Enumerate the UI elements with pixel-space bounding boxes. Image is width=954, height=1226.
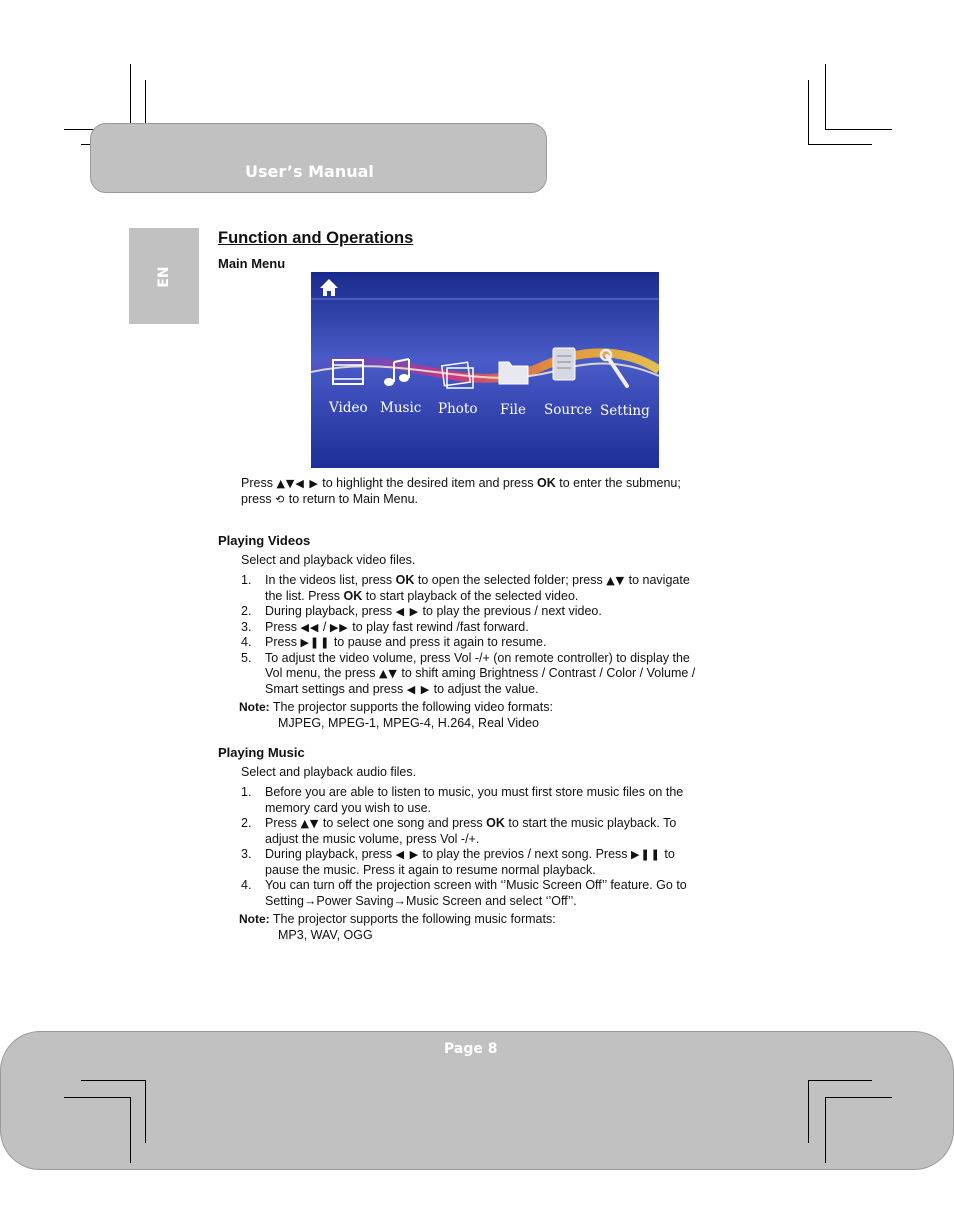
crop-mark: [808, 144, 872, 145]
video-steps-list: [241, 573, 761, 697]
crop-mark: [825, 129, 892, 130]
left-right-arrows-icon: ◀ ▶: [395, 848, 420, 861]
navigation-arrows-icon: ▲▼◀ ▶: [276, 477, 319, 490]
playing-music-intro: Select and playback audio files.: [241, 765, 417, 779]
list-item: 1. Before you are able to listen to music, you must first store music files on the memory card you wish to use.: [241, 785, 684, 815]
list-item: 3. Press ◀◀ / ▶▶ to play fast rewind /fast forward.: [241, 619, 529, 634]
music-steps-list: [241, 785, 761, 909]
section-title: Function and Operations: [218, 229, 414, 247]
crop-mark: [825, 64, 826, 130]
video-note: Note: The projector supports the following video formats:: [239, 700, 553, 714]
crop-mark: [808, 80, 809, 145]
page-number: Page 8: [444, 1041, 498, 1057]
up-down-arrows-icon: ▲▼: [300, 817, 320, 830]
list-item: 4. Press ▶❚❚ to pause and press it again to resume.: [241, 635, 547, 649]
list-item: 5. To adjust the video volume, press Vol -/+ (on remote controller) to display the Vol menu, the press ▲▼ to shift aming Brightness / Contrast / Color / Volume / Smart settings and press ◀ ▶ to adjust the value.: [241, 650, 696, 696]
header-bar: [90, 123, 547, 193]
source-icon[interactable]: [553, 348, 575, 380]
left-right-arrows-icon: ◀ ▶: [406, 682, 431, 696]
crop-mark: [825, 1097, 892, 1098]
menu-item-music[interactable]: Music: [380, 400, 422, 416]
music-formats: MP3, WAV, OGG: [278, 928, 373, 942]
header-title: User’s Manual: [245, 162, 374, 181]
list-item: 2. During playback, press ◀ ▶ to play the previous / next video.: [241, 604, 602, 618]
rewind-icon: ◀◀: [300, 620, 320, 634]
crop-mark: [808, 1080, 809, 1143]
list-item: 3. During playback, press ◀ ▶ to play the previos / next song. Press ▶❚❚ to pause the music. Press it again to resume normal playback.: [241, 847, 675, 877]
language-label: EN: [156, 266, 172, 288]
crop-mark: [145, 1080, 146, 1143]
up-down-arrows-icon: ▲▼: [606, 574, 626, 587]
main-menu-graphic: [311, 272, 659, 468]
menu-item-source[interactable]: Source: [544, 402, 593, 418]
back-icon: ⟲: [275, 492, 286, 506]
up-down-arrows-icon: ▲▼: [378, 667, 398, 680]
list-item: 4. You can turn off the projection screen with ‘’Music Screen Off’’ feature. Go to Setting→Power Saving→Music Screen and select ‘’Off’’.: [241, 878, 687, 908]
menu-item-setting[interactable]: Setting: [600, 403, 650, 419]
playing-music-heading: Playing Music: [218, 745, 305, 760]
list-item: 2. Press ▲▼ to select one song and press OK to start the music playback. To adjust the music volume, press Vol -/+.: [241, 816, 677, 846]
main-menu-instructions: Press ▲▼◀ ▶ to highlight the desired item and press OK to enter the submenu; press ⟲ to return to Main Menu.: [241, 476, 681, 506]
play-pause-icon: ▶❚❚: [631, 848, 661, 861]
menu-item-file[interactable]: File: [500, 402, 526, 418]
language-tab: [129, 228, 199, 324]
left-right-arrows-icon: ◀ ▶: [395, 605, 420, 618]
menu-item-video[interactable]: Video: [329, 400, 368, 416]
playing-videos-intro: Select and playback video files.: [241, 553, 416, 567]
fast-forward-icon: ▶▶: [329, 620, 349, 634]
play-pause-icon: ▶❚❚: [300, 636, 331, 649]
video-formats: MJPEG, MPEG-1, MPEG-4, H.264, Real Video: [278, 716, 539, 730]
crop-mark: [81, 1080, 145, 1081]
crop-mark: [825, 1097, 826, 1163]
menu-item-photo[interactable]: Photo: [438, 401, 478, 417]
crop-mark: [64, 1097, 130, 1098]
crop-mark: [130, 1097, 131, 1163]
crop-mark: [808, 1080, 872, 1081]
crop-mark: [130, 64, 131, 130]
list-item: 1. In the videos list, press OK to open the selected folder; press ▲▼ to navigate the list. Press OK to start playback of the selected video.: [241, 573, 690, 603]
music-note: Note: The projector supports the following music formats:: [239, 912, 556, 926]
main-menu-screenshot: [311, 272, 659, 468]
playing-videos-heading: Playing Videos: [218, 533, 311, 548]
main-menu-heading: Main Menu: [218, 256, 286, 271]
